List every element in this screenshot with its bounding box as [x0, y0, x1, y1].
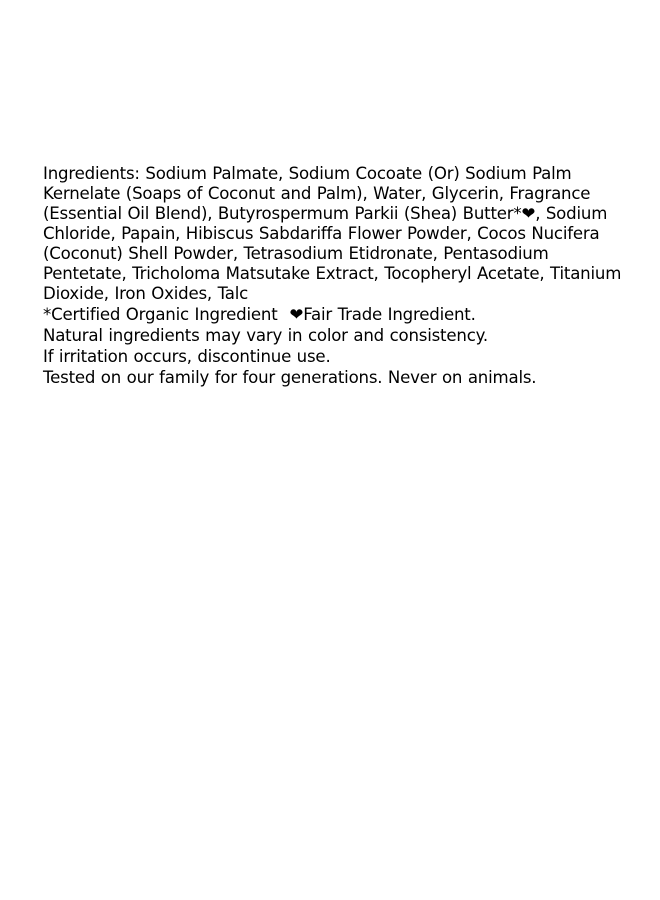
- ingredients-label: [43, 164, 633, 388]
- irritation-warning: If irritation occurs, discontinue use.: [43, 347, 331, 366]
- testing-statement: Tested on our family for four generations. Never on animals.: [43, 368, 537, 387]
- fair-trade-legend: ❤Fair Trade Ingredient.: [289, 305, 476, 324]
- ingredients-list: Ingredients: Sodium Palmate, Sodium Cocoate (Or) Sodium Palm Kernelate (Soaps of Coconut and Palm), Water, Glycerin, Fragrance (Essential Oil Blend), Butyrospermum Parkii (Shea) Butter*❤, Sodium Chloride, Papain, Hibiscus Sabdariffa Flower Powder, Cocos Nucifera (Coconut) Shell Powder, Tetrasodium Etidronate, Pentasodium Pentetate, Tricholoma Matsutake Extract, Tocopheryl Acetate, Titanium Dioxide, Iron Oxides, Talc: [43, 164, 622, 303]
- organic-legend: *Certified Organic Ingredient: [43, 305, 278, 324]
- color-variation-note: Natural ingredients may vary in color and consistency.: [43, 326, 488, 345]
- ingredient-legend: [43, 305, 633, 325]
